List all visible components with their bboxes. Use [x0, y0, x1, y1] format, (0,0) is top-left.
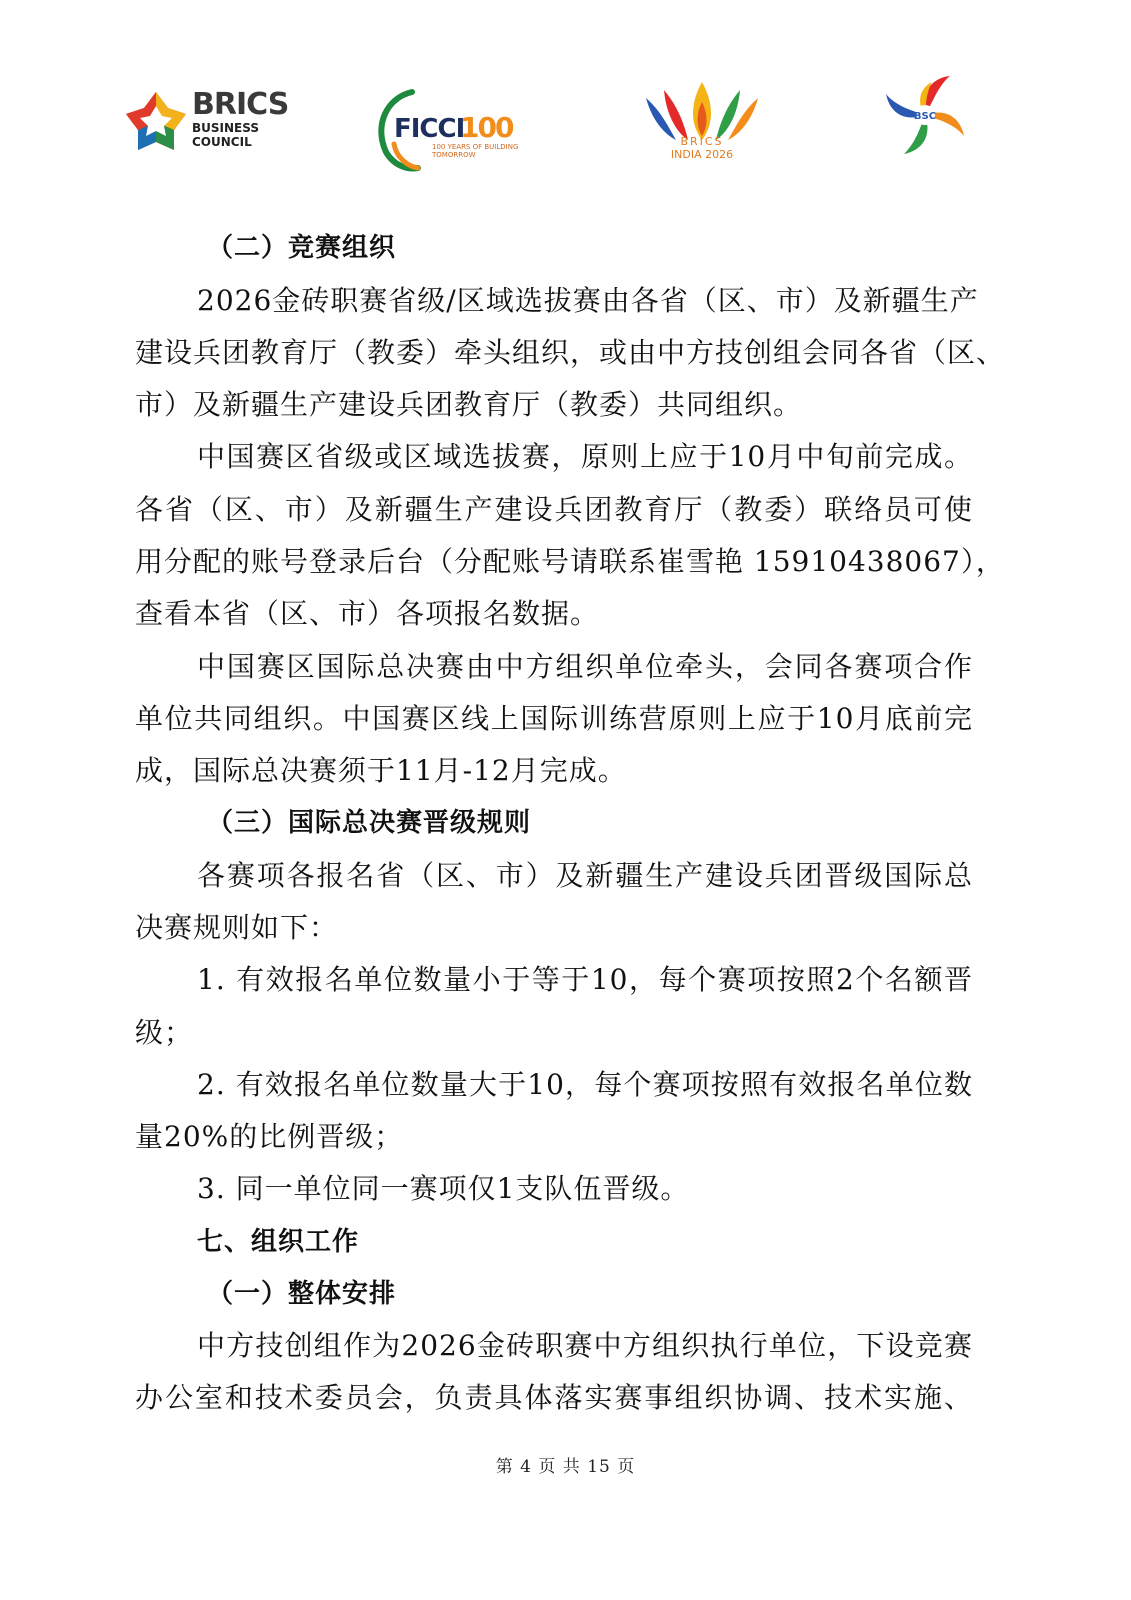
list-item-rule-1: 1. 有效报名单位数量小于等于10，每个赛项按照2个名额晋: [197, 963, 973, 996]
paragraph-line: 建设兵团教育厅（教委）牵头组织，或由中方技创组会同各省（区、: [135, 336, 1006, 369]
section-heading-competition-org: （二）竞赛组织: [207, 233, 397, 263]
paragraph-line: 用分配的账号登录后台（分配账号请联系崔雪艳 15910438067），: [135, 545, 1005, 578]
paragraph-line: 决赛规则如下：: [135, 911, 339, 944]
paragraph-line: 中方技创组作为2026金砖职赛中方组织执行单位，下设竞赛: [197, 1329, 973, 1362]
paragraph-line: 市）及新疆生产建设兵团教育厅（教委）共同组织。: [135, 388, 803, 421]
ficci-wordmark: FICCI: [394, 114, 465, 144]
ficci-100-mark: 100: [460, 111, 513, 144]
council-wordmark: COUNCIL: [192, 135, 252, 149]
brics-india-line1: BRICS: [680, 135, 724, 148]
brics-wordmark: BRICS: [192, 87, 289, 122]
paragraph-line: 各赛项各报名省（区、市）及新疆生产建设兵团晋级国际总: [197, 859, 973, 892]
paragraph-line: 单位共同组织。中国赛区线上国际训练营原则上应于10月底前完: [135, 702, 973, 735]
paragraph-line: 查看本省（区、市）各项报名数据。: [135, 597, 600, 630]
list-item-rule-2: 2. 有效报名单位数量大于10，每个赛项按照有效报名单位数: [197, 1068, 973, 1101]
brics-business-council-wordmark: [192, 87, 289, 149]
paragraph-line: 办公室和技术委员会，负责具体落实赛事组织协调、技术实施、: [135, 1381, 973, 1414]
section-heading-overall-arrangement: （一）整体安排: [207, 1279, 397, 1309]
chapter-heading-organization-work: 七、组织工作: [197, 1227, 360, 1257]
ficci-tagline: 100 YEARS OF BUILDING TOMORROW: [432, 143, 519, 159]
brics-india-wordmark: [670, 136, 734, 161]
paragraph-line: 级；: [135, 1016, 194, 1049]
brics-india-2026-logo: [642, 70, 762, 180]
paragraph-line: 中国赛区省级或区域选拔赛，原则上应于10月中旬前完成。: [197, 440, 973, 473]
brics-india-line2: INDIA 2026: [670, 147, 734, 161]
business-wordmark: BUSINESS: [192, 121, 259, 135]
ficci-100-logo: [372, 70, 532, 180]
bsc-wordmark: BSC: [913, 111, 937, 122]
paragraph-line: 各省（区、市）及新疆生产建设兵团教育厅（教委）联络员可使: [135, 493, 973, 526]
bsc-logo: [880, 70, 980, 180]
paragraph-line: 2026金砖职赛省级/区域选拔赛由各省（区、市）及新疆生产: [197, 284, 979, 317]
paragraph-line: 中国赛区国际总决赛由中方组织单位牵头，会同各赛项合作: [197, 650, 973, 683]
bsc-pinwheel-icon: [880, 70, 970, 160]
paragraph-line: 量20%的比例晋级；: [135, 1120, 404, 1153]
header-logos: [0, 70, 1131, 180]
brics-star-icon: [124, 88, 188, 158]
paragraph-line: 成，国际总决赛须于11月-12月完成。: [135, 754, 627, 787]
page-number-footer: 第 4 页 共 15 页: [495, 1457, 636, 1477]
brics-business-council-logo: [124, 70, 289, 180]
list-item-rule-3: 3. 同一单位同一赛项仅1支队伍晋级。: [197, 1172, 690, 1205]
section-heading-advancement-rules: （三）国际总决赛晋级规则: [207, 808, 532, 838]
